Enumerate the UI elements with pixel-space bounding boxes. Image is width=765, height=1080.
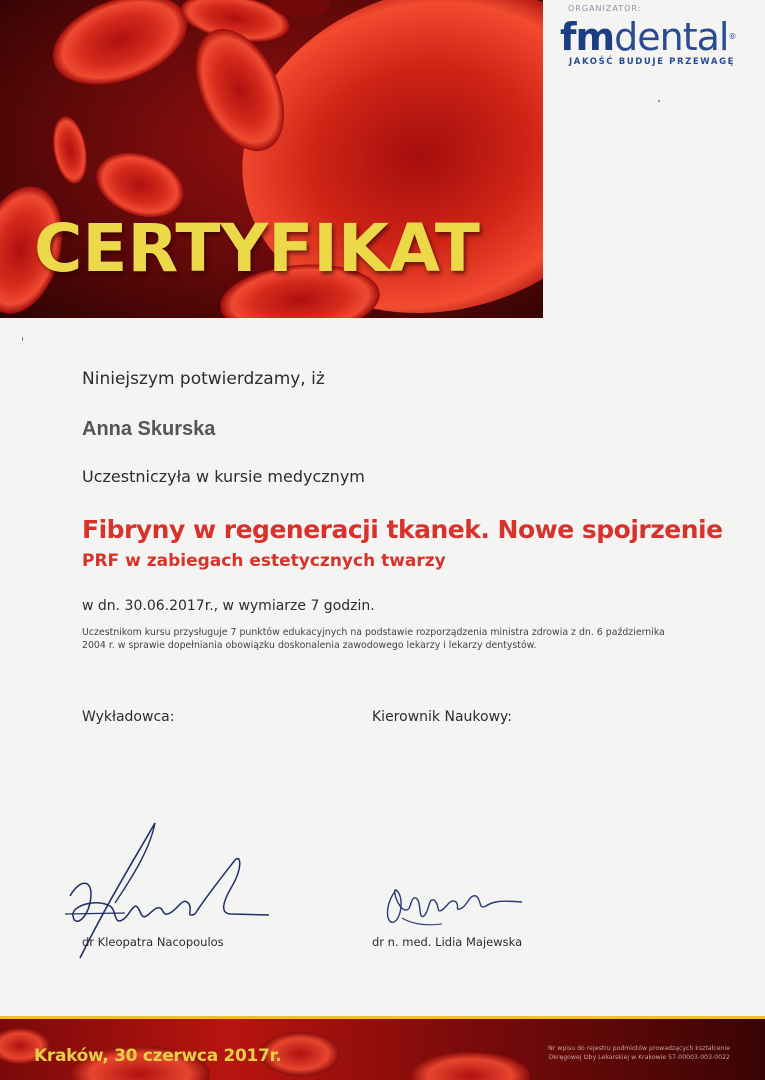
certificate-title: CERTYFIKAT [34,210,480,287]
registry-line-1: Nr wpisu do rejestru podmiotów prowadzących kształcenie [548,1045,730,1052]
organizer-label: ORGANIZATOR: [568,4,642,13]
scan-speck [658,100,660,102]
organizer-logo [560,17,760,57]
participated-text: Uczestniczyła w kursie medycznym [82,467,365,486]
logo-bold: fm [560,15,615,59]
place-and-date: Kraków, 30 czerwca 2017r. [34,1046,282,1066]
participant-name: Anna Skurska [82,418,216,440]
supervisor-label: Kierownik Naukowy: [372,709,512,725]
confirmation-text: Niniejszym potwierdzamy, iż [82,369,325,389]
scan-speck [22,337,23,341]
lecturer-name: dr Kleopatra Nacopoulos [82,935,224,949]
supervisor-signature [382,880,532,940]
course-title-line-2: PRF w zabiegach estetycznych twarzy [82,551,446,571]
registry-line-2: Okręgowej Izby Lekarskiej w Krakowie 57-00003-003-0022 [548,1054,730,1061]
course-title-line-1: Fibryny w regeneracji tkanek. Nowe spojrzenie [82,515,723,544]
lecturer-label: Wykładowca: [82,709,175,725]
registry-info [494,1044,730,1062]
logo-registered-mark: ® [728,32,737,41]
credits-note: Uczestnikom kursu przysługuje 7 punktów edukacyjnych na podstawie rozporządzenia ministra zdrowia z dn. 6 października 2004 r. w sprawie dopełniania obowiązku doskonalenia zawodowego lekarzy i lekarzy dentystów. [82,627,665,651]
course-date: w dn. 30.06.2017r., w wymiarze 7 godzin. [82,598,375,614]
organizer-block [560,4,760,67]
organizer-tagline: JAKOŚĆ BUDUJE PRZEWAGĘ [569,57,736,67]
logo-light: dental [614,15,729,59]
supervisor-name: dr n. med. Lidia Majewska [372,935,523,949]
